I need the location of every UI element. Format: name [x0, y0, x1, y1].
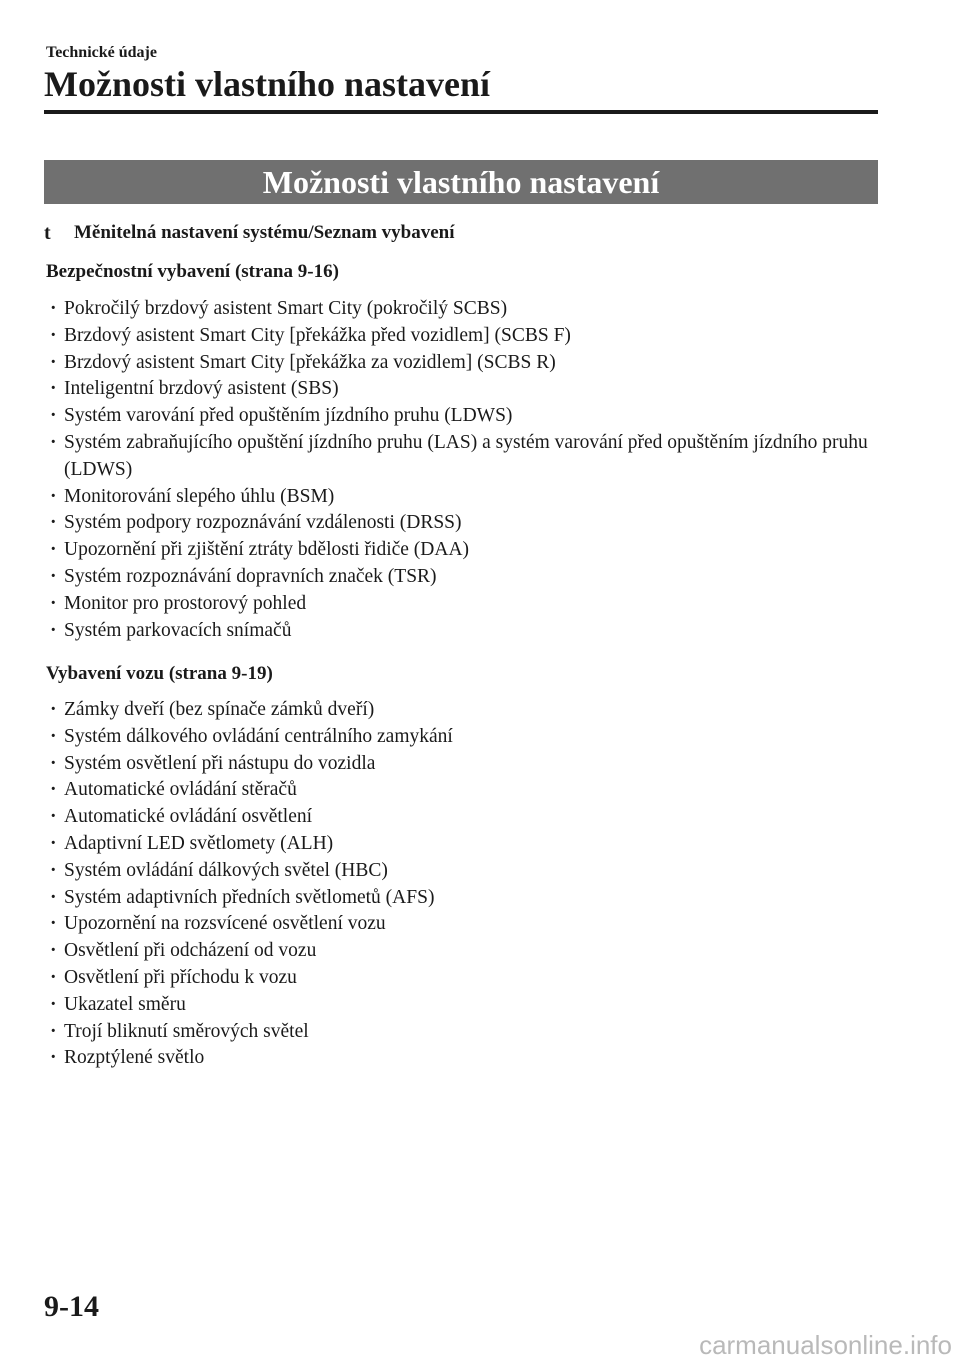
list-item: · Systém parkovacích snímačů [50, 618, 880, 645]
list-item: · Pokročilý brzdový asistent Smart City (pokročilý SCBS) [50, 296, 880, 323]
chapter-label: Technické údaje [46, 44, 157, 61]
list-item: · Rozptýlené světlo [50, 1045, 880, 1072]
subsection-marker-icon: t [44, 221, 51, 244]
page-number: 9-14 [44, 1290, 99, 1323]
list-item: · Upozornění při zjištění ztráty bdělosti řidiče (DAA) [50, 537, 880, 564]
list-item: · Systém rozpoznávání dopravních značek (TSR) [50, 564, 880, 591]
heading-divider [44, 110, 878, 114]
list-item: · Systém varování před opuštěním jízdního pruhu (LDWS) [50, 403, 880, 430]
list-item: · Automatické ovládání stěračů [50, 777, 880, 804]
safety-equipment-heading: Bezpečnostní vybavení (strana 9-16) [46, 261, 339, 282]
page-title: Možnosti vlastního nastavení [44, 64, 491, 104]
safety-equipment-list [50, 296, 880, 644]
list-item: · Ukazatel směru [50, 992, 880, 1019]
list-item: · Brzdový asistent Smart City [překážka za vozidlem] (SCBS R) [50, 350, 880, 377]
list-item: · Systém adaptivních předních světlometů (AFS) [50, 885, 880, 912]
list-item: · Monitor pro prostorový pohled [50, 591, 880, 618]
list-item: · Osvětlení při odcházení od vozu [50, 938, 880, 965]
list-item: · Systém dálkového ovládání centrálního zamykání [50, 724, 880, 751]
list-item: · Osvětlení při příchodu k vozu [50, 965, 880, 992]
list-item: · Systém podpory rozpoznávání vzdálenosti (DRSS) [50, 510, 880, 537]
vehicle-equipment-list [50, 697, 880, 1072]
watermark: carmanualsonline.info [699, 1330, 952, 1360]
list-item: · Systém ovládání dálkových světel (HBC) [50, 858, 880, 885]
list-item: · Automatické ovládání osvětlení [50, 804, 880, 831]
list-item: · Adaptivní LED světlomety (ALH) [50, 831, 880, 858]
list-item: · Systém osvětlení při nástupu do vozidla [50, 751, 880, 778]
list-item: · Trojí bliknutí směrových světel [50, 1019, 880, 1046]
list-item: · Monitorování slepého úhlu (BSM) [50, 484, 880, 511]
subsection-heading [44, 219, 455, 247]
list-item: · Brzdový asistent Smart City [překážka před vozidlem] (SCBS F) [50, 323, 880, 350]
subsection-title: Měnitelná nastavení systému/Seznam vybavení [74, 222, 455, 243]
section-banner: Možnosti vlastního nastavení [44, 160, 878, 204]
list-item: · Upozornění na rozsvícené osvětlení vozu [50, 911, 880, 938]
list-item: · Systém zabraňujícího opuštění jízdního pruhu (LAS) a systém varování před opuštěním jízdního pruhu (LDWS) [50, 430, 880, 484]
vehicle-equipment-heading: Vybavení vozu (strana 9-19) [46, 663, 273, 684]
list-item: · Inteligentní brzdový asistent (SBS) [50, 376, 880, 403]
list-item: · Zámky dveří (bez spínače zámků dveří) [50, 697, 880, 724]
